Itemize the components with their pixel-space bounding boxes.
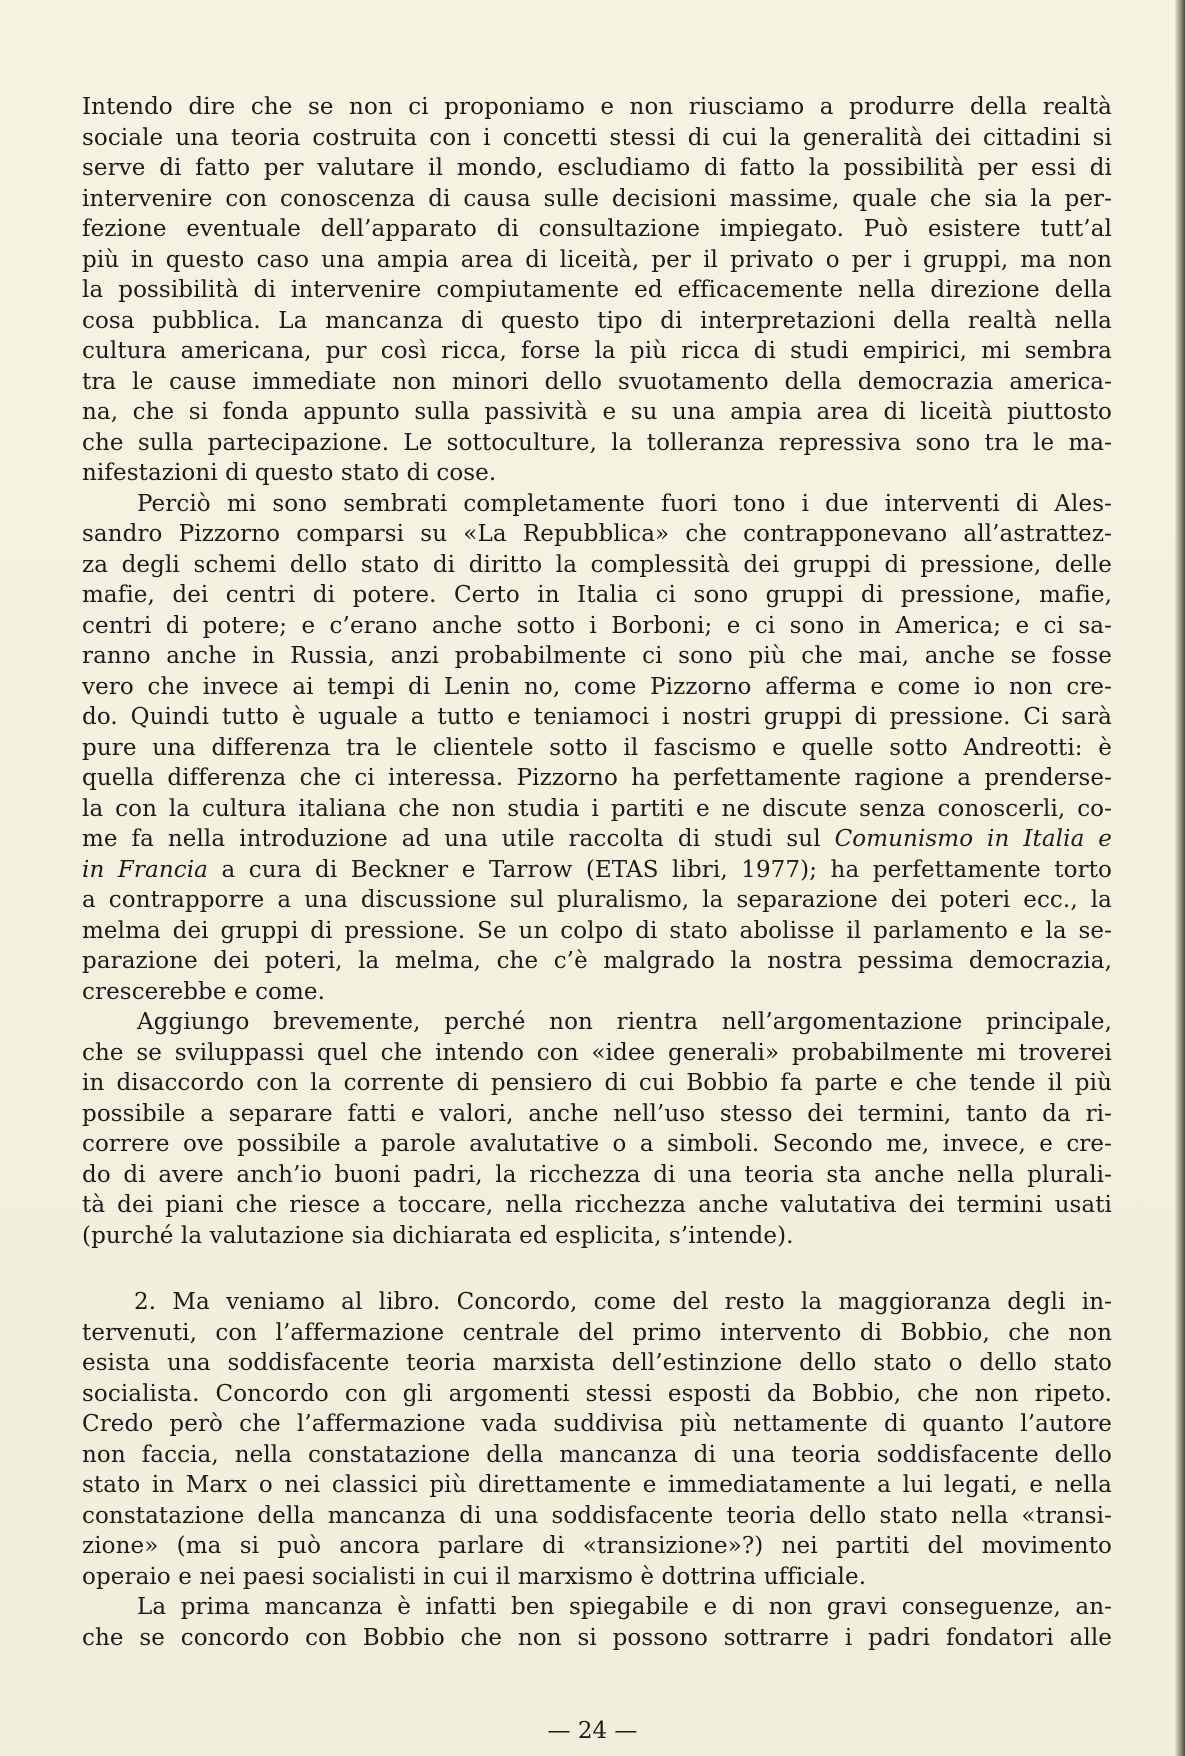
text-line: socialista. Concordo con gli argomenti stessi esposti da Bobbio, che non ripeto.	[82, 1380, 1112, 1407]
text-line: cultura americana, pur così ricca, forse la più ricca di studi empirici, mi sembra	[82, 338, 1112, 364]
text-line: vero che invece ai tempi di Lenin no, come Pizzorno afferma e come io non cre-	[82, 673, 1112, 700]
text-line: zione» (ma si può ancora parlare di «transizione»?) nei partiti del movimento	[82, 1533, 1112, 1559]
text-line: tà dei piani che riesce a toccare, nella ricchezza anche valutativa dei termini usati	[82, 1192, 1112, 1218]
text-line: La prima mancanza è infatti ben spiegabile e di non gravi conseguenze, an-	[137, 1594, 1112, 1620]
text-line: la possibilità di intervenire compiutamente ed efficacemente nella direzione della	[82, 277, 1112, 303]
text-line: più in questo caso una ampia area di liceità, per il privato o per i gruppi, ma non	[82, 246, 1112, 273]
text-line: serve di fatto per valutare il mondo, escludiamo di fatto la possibilità per essi di	[82, 155, 1112, 181]
text-line: centri di potere; e c’erano anche sotto i Borboni; e ci sono in America; e ci sa-	[82, 612, 1112, 639]
text-line: Credo però che l’affermazione vada suddivisa più nettamente di quanto l’autore	[82, 1411, 1112, 1437]
text-line: a contrapporre a una discussione sul pluralismo, la separazione dei poteri ecc., la	[82, 887, 1112, 913]
text-line: che se concordo con Bobbio che non si possono sottrarre i padri fondatori alle	[82, 1624, 1112, 1651]
text-line: possibile a separare fatti e valori, anche nell’uso stesso dei termini, tanto da ri-	[82, 1100, 1112, 1127]
text-line: operaio e nei paesi socialisti in cui il marxismo è dottrina ufficiale.	[82, 1563, 867, 1590]
text-line: (purché la valutazione sia dichiarata ed esplicita, s’intende).	[82, 1222, 794, 1249]
text-line: Intendo dire che se non ci proponiamo e non riusciamo a produrre della realtà	[82, 94, 1112, 120]
text-line: me fa nella introduzione ad una utile raccolta di studi sul Comunismo in Italia e	[82, 826, 1112, 852]
text-line: tra le cause immediate non minori dello svuotamento della democrazia america-	[82, 368, 1112, 395]
text-line: stato in Marx o nei classici più direttamente e immediatamente a lui legati, e nella	[82, 1472, 1112, 1498]
text-line: tervenuti, con l’affermazione centrale del primo intervento di Bobbio, che non	[82, 1319, 1112, 1346]
book-title: in Francia	[82, 856, 208, 883]
text-line: che se sviluppassi quel che intendo con «idee generali» probabilmente mi troverei	[82, 1039, 1112, 1066]
paragraph	[82, 92, 1112, 489]
paragraph	[82, 1592, 1112, 1653]
text-line: sandro Pizzorno comparsi su «La Repubblica» che contrapponevano all’astrattez-	[82, 521, 1112, 547]
text-line: mafie, dei centri di potere. Certo in Italia ci sono gruppi di pressione, mafie,	[82, 582, 1112, 608]
text-line: fezione eventuale dell’apparato di consultazione impiegato. Può esistere tutt’al	[82, 216, 1112, 242]
text-line: in Francia a cura di Beckner e Tarrow (ETAS libri, 1977); ha perfettamente torto	[82, 856, 1112, 883]
book-title: Comunismo in Italia e	[834, 826, 1112, 852]
text-line: in disaccordo con la corrente di pensiero di cui Bobbio fa parte e che tende il più	[82, 1070, 1112, 1096]
page-edge-shadow	[1175, 0, 1185, 1756]
text-line: ranno anche in Russia, anzi probabilmente ci sono più che mai, anche se fosse	[82, 643, 1112, 669]
text-line: crescerebbe e come.	[82, 978, 326, 1005]
text-line: esista una soddisfacente teoria marxista dell’estinzione dello stato o dello stato	[82, 1350, 1112, 1376]
text-line: correre ove possibile a parole avalutative o a simboli. Secondo me, invece, e cre-	[82, 1131, 1112, 1157]
text-line: nifestazioni di questo stato di cose.	[82, 460, 497, 486]
text-line: intervenire con conoscenza di causa sulle decisioni massime, quale che sia la per-	[82, 185, 1112, 212]
text-line: Aggiungo brevemente, perché non rientra nell’argomentazione principale,	[137, 1009, 1112, 1035]
paragraph	[82, 489, 1112, 1008]
text-line: 2. Ma veniamo al libro. Concordo, come del resto la maggioranza degli in-	[134, 1289, 1112, 1315]
text-line: do. Quindi tutto è uguale a tutto e teniamoci i nostri gruppi di pressione. Ci sarà	[82, 704, 1112, 730]
text-line: quella differenza che ci interessa. Pizzorno ha perfettamente ragione a prenderse-	[82, 765, 1112, 791]
paragraph	[82, 1007, 1112, 1251]
text-line: cosa pubblica. La mancanza di questo tipo di interpretazioni della realtà nella	[82, 307, 1112, 334]
text-line: sociale una teoria costruita con i concetti stessi di cui la generalità dei cittadini si	[82, 124, 1112, 151]
text-line: la con la cultura italiana che non studia i partiti e ne discute senza conoscerli, co-	[82, 795, 1112, 822]
paragraph	[82, 1287, 1112, 1592]
text-line: che sulla partecipazione. Le sottoculture, la tolleranza repressiva sono tra le ma-	[82, 429, 1112, 456]
section-gap	[82, 1251, 1112, 1287]
body-text	[82, 92, 1112, 1653]
text-line: non faccia, nella constatazione della mancanza di una teoria soddisfacente dello	[82, 1441, 1112, 1468]
text-line: Perciò mi sono sembrati completamente fuori tono i due interventi di Ales-	[137, 490, 1112, 517]
text-line: melma dei gruppi di pressione. Se un colpo di stato abolisse il parlamento e la se-	[82, 917, 1112, 944]
text-line: do di avere anch’io buoni padri, la ricchezza di una teoria sta anche nella plurali-	[82, 1161, 1112, 1188]
text-line: constatazione della mancanza di una soddisfacente teoria dello stato nella «transi-	[82, 1502, 1112, 1529]
text-line: za degli schemi dello stato di diritto la complessità dei gruppi di pressione, delle	[82, 551, 1112, 578]
text-line: parazione dei poteri, la melma, che c’è malgrado la nostra pessima democrazia,	[82, 948, 1112, 974]
text-line: na, che si fonda appunto sulla passività e su una ampia area di liceità piuttosto	[82, 399, 1112, 425]
page-number: — 24 —	[547, 1718, 638, 1744]
text-line: pure una differenza tra le clientele sotto il fascismo e quelle sotto Andreotti: è	[82, 734, 1112, 761]
